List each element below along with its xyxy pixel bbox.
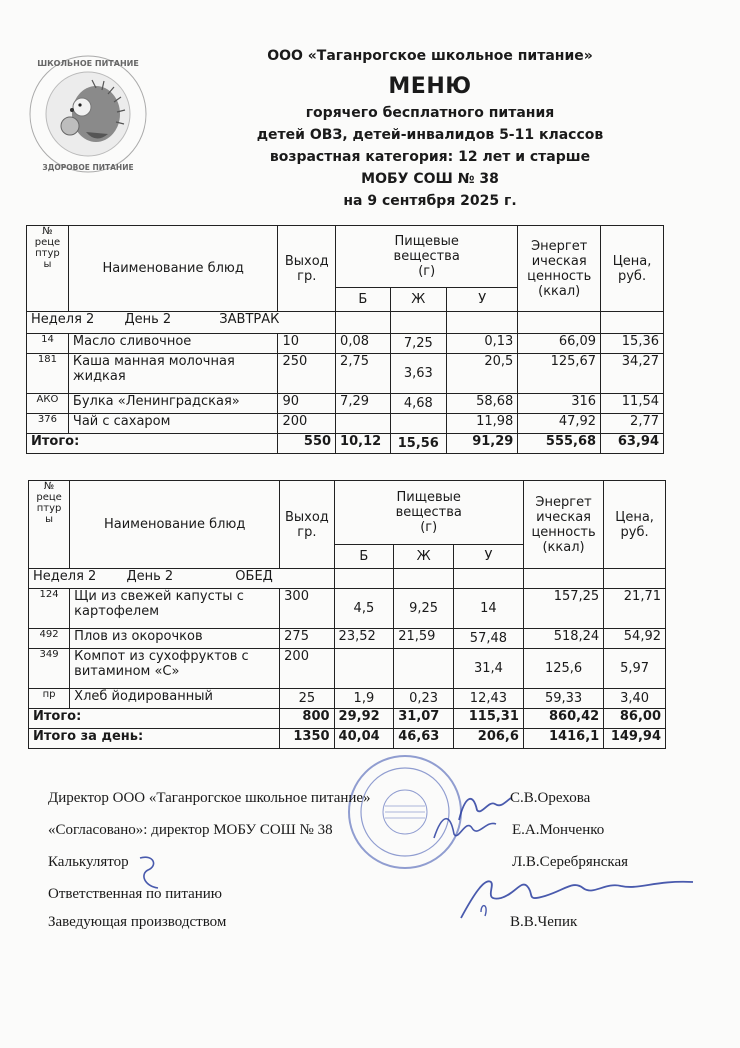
table-cell: 5,97 [604,649,666,689]
signature-row [48,914,698,936]
table-cell: 54,92 [604,629,666,649]
table-cell: 66,09 [518,334,601,354]
table-cell: 58,68 [447,394,518,414]
table-row [29,649,666,689]
week-label: Неделя 2 [31,312,95,327]
yield-header: Выход гр. [280,481,334,569]
total-row [29,709,666,729]
signature-name: Е.А.Монченко [512,822,605,838]
table-cell: 149,94 [604,729,666,749]
energy-header: Энергет ическая ценность (ккал) [518,226,601,312]
table-cell: 9,25 [394,589,454,629]
signature-name: В.В.Чепик [510,914,578,930]
table-cell [604,569,666,589]
table-cell: 316 [518,394,601,414]
table-cell: 0,08 [336,334,390,354]
table-cell: 555,68 [518,434,601,454]
table-cell [394,569,454,589]
organization-name: ООО «Таганрогское школьное питание» [267,48,593,64]
price-header: Цена, руб. [604,481,666,569]
table-cell: 11,98 [447,414,518,434]
signature-role: Ответственная по питанию [48,886,222,902]
table-cell: Плов из окорочков [70,629,280,649]
table-cell [334,649,394,689]
meal-label: ОБЕД [235,569,273,584]
table-cell: 206,6 [453,729,523,749]
signature-name: Л.В.Серебрянская [512,854,629,870]
document-header [180,46,680,212]
table-cell: 2,77 [601,414,664,434]
table-cell: 4,5 [334,589,394,629]
breakfast-table [26,225,664,454]
table-cell [453,569,523,589]
table-row [29,629,666,649]
table-cell: 0,23 [394,689,454,709]
table-cell [390,414,447,434]
week-label: Неделя 2 [33,569,97,584]
protein-header: Б [334,545,394,569]
table-cell: 7,29 [336,394,390,414]
table-cell: Каша манная молочная жидкая [68,354,278,394]
page-title: МЕНЮ [388,74,472,99]
signature-name: С.В.Орехова [510,790,591,806]
signature-role: Калькулятор [48,854,129,870]
table-cell [601,312,664,334]
section-label [27,312,336,334]
table-cell [523,569,603,589]
dish-name-header: Наименование блюд [68,226,278,312]
table-cell: 34,27 [601,354,664,394]
table-cell: 181 [27,354,69,394]
table-cell: пр [29,689,70,709]
table-cell: 376 [27,414,69,434]
table-cell: 550 [278,434,336,454]
table-cell: 115,31 [453,709,523,729]
table-cell: 10,12 [336,434,390,454]
table-cell [336,414,390,434]
table-cell: 59,33 [523,689,603,709]
table-cell: 63,94 [601,434,664,454]
table-cell: 300 [280,589,334,629]
table-cell: Итого: [29,709,280,729]
table-cell [447,312,518,334]
signature-row [48,822,698,844]
signature-row [48,790,698,812]
table-cell [394,649,454,689]
dish-name-header: Наименование блюд [70,481,280,569]
table-row [29,589,666,629]
table-cell: 3,40 [604,689,666,709]
table-cell: 1416,1 [523,729,603,749]
table-cell: 46,63 [394,729,454,749]
price-header: Цена, руб. [601,226,664,312]
table-cell: 23,52 [334,629,394,649]
table-cell: 349 [29,649,70,689]
logo-top-text: ШКОЛЬНОЕ ПИТАНИЕ [37,59,139,68]
table-cell: 200 [278,414,336,434]
table-cell: 21,59 [394,629,454,649]
table-cell [334,569,394,589]
day-label: День 2 [124,312,172,327]
school-name: МОБУ СОШ № 38 [361,171,499,187]
table-cell: Чай с сахаром [68,414,278,434]
nutrients-header: Пищевые вещества (г) [334,481,523,545]
table-cell: 4,68 [390,394,447,414]
section-label [29,569,335,589]
table-row [27,334,664,354]
table-row [29,689,666,709]
menu-date: на 9 сентября 2025 г. [343,193,517,209]
table-cell: 250 [278,354,336,394]
meal-label: ЗАВТРАК [219,312,280,327]
table-cell: Щи из свежей капусты с картофелем [70,589,280,629]
table-cell: 275 [280,629,334,649]
day-total-row [29,729,666,749]
table-cell: АКО [27,394,69,414]
table-cell: 57,48 [453,629,523,649]
table-cell: 29,92 [334,709,394,729]
table-cell: 90 [278,394,336,414]
table-cell: Итого: [27,434,278,454]
table-cell: Итого за день: [29,729,280,749]
table-cell: 7,25 [390,334,447,354]
table-cell [518,312,601,334]
table-cell: 200 [280,649,334,689]
energy-header: Энергет ическая ценность (ккал) [523,481,603,569]
lunch-table [28,480,666,749]
table-cell: 21,71 [604,589,666,629]
yield-header: Выход гр. [278,226,336,312]
subtitle-line-1: горячего бесплатного питания [305,105,555,121]
signature-role: Заведующая производством [48,914,227,930]
table-cell: 3,63 [390,354,447,394]
table-cell: 518,24 [523,629,603,649]
table-cell: 2,75 [336,354,390,394]
table-cell: 157,25 [523,589,603,629]
table-cell: 86,00 [604,709,666,729]
table-row [27,414,664,434]
table-row [27,394,664,414]
table-cell: 40,04 [334,729,394,749]
table-cell: Булка «Ленинградская» [68,394,278,414]
table-cell: Хлеб йодированный [70,689,280,709]
table-cell: 125,67 [518,354,601,394]
table-cell: 91,29 [447,434,518,454]
table-cell: 12,43 [453,689,523,709]
table-cell: 492 [29,629,70,649]
fat-header: Ж [394,545,454,569]
table-cell [390,312,447,334]
table-cell: 15,56 [390,434,447,454]
recipe-header: № реце птур ы [27,226,69,312]
nutrients-header: Пищевые вещества (г) [336,226,518,288]
table-cell: 1,9 [334,689,394,709]
table-cell: 14 [27,334,69,354]
table-cell: 10 [278,334,336,354]
logo-bottom-text: ЗДОРОВОЕ ПИТАНИЕ [42,163,134,172]
hedgehog-logo [22,52,154,176]
table-cell: 800 [280,709,334,729]
protein-header: Б [336,288,390,312]
table-cell: 47,92 [518,414,601,434]
subtitle-line-3: возрастная категория: 12 лет и старше [269,149,591,165]
table-cell: 20,5 [447,354,518,394]
table-row [27,354,664,394]
table-cell: 125,6 [523,649,603,689]
table-cell: Компот из сухофруктов с витамином «С» [70,649,280,689]
recipe-header: № реце птур ы [29,481,70,569]
table-cell: 14 [453,589,523,629]
carbs-header: У [447,288,518,312]
total-row [27,434,664,454]
table-cell: 0,13 [447,334,518,354]
table-cell: 31,07 [394,709,454,729]
table-cell: 124 [29,589,70,629]
table-cell: 860,42 [523,709,603,729]
signature-row [48,886,698,908]
signature-role: Директор ООО «Таганрогское школьное питание» [48,790,371,806]
subtitle-line-2: детей ОВЗ, детей-инвалидов 5-11 классов [256,127,604,143]
table-cell: 25 [280,689,334,709]
table-cell [336,312,390,334]
table-cell: 1350 [280,729,334,749]
signature-row [48,854,698,876]
signature-role: «Согласовано»: директор МОБУ СОШ № 38 [48,822,333,838]
carbs-header: У [453,545,523,569]
day-label: День 2 [126,569,174,584]
fat-header: Ж [390,288,447,312]
table-cell: 15,36 [601,334,664,354]
table-cell: 31,4 [453,649,523,689]
table-cell: 11,54 [601,394,664,414]
table-cell: Масло сливочное [68,334,278,354]
